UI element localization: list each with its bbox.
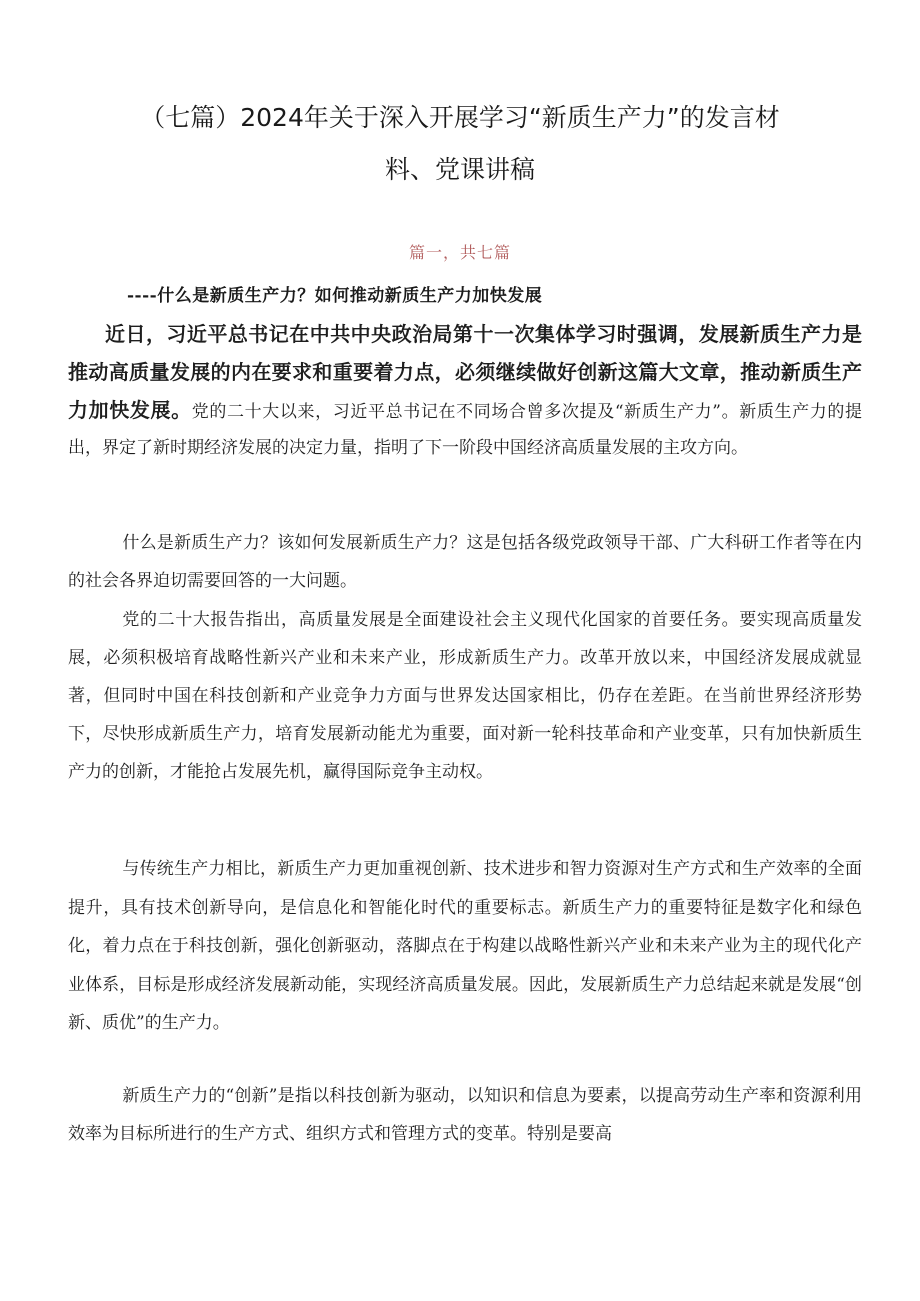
- paragraph-1: [68, 316, 862, 466]
- paragraph-3: 党的二十大报告指出，高质量发展是全面建设社会主义现代化国家的首要任务。要实现高质量发展，必须积极培育战略性新兴产业和未来产业，形成新质生产力。改革开放以来，中国经济发展成就显著，但同时中国在科技创新和产业竞争力方面与世界发达国家相比，仍存在差距。在当前世界经济形势下，尽快形成新质生产力，培育发展新动能尤为重要，面对新一轮科技革命和产业变革，只有加快新质生产力的创新，才能抢占发展先机，赢得国际竞争主动权。: [68, 610, 862, 782]
- paragraph-1-emphasis: 近日，习近平总书记在中共中央政治局第十一次集体学习时强调，发展新质生产力是推动高质量发展的内在要求和重要着力点，必须继续做好创新这篇大文章，推动新质生产力加快发展。: [68, 322, 862, 422]
- paragraph-2: 什么是新质生产力？该如何发展新质生产力？这是包括各级党政领导干部、广大科研工作者等在内的社会各界迫切需要回答的一大问题。: [68, 533, 862, 591]
- document-title: [60, 92, 860, 196]
- paragraph-4: 与传统生产力相比，新质生产力更加重视创新、技术进步和智力资源对生产方式和生产效率的全面提升，具有技术创新导向，是信息化和智能化时代的重要标志。新质生产力的重要特征是数字化和绿色化，着力点在于科技创新，强化创新驱动，落脚点在于构建以战略性新兴产业和未来产业为主的现代化产业体系，目标是形成经济发展新动能，实现经济高质量发展。因此，发展新质生产力总结起来就是发展“创新、质优”的生产力。: [68, 859, 862, 1033]
- section-label: 篇一，共七篇: [408, 243, 511, 262]
- document-title-line-2: 料、党课讲稿: [384, 155, 535, 184]
- section-subtitle: ----什么是新质生产力？如何推动新质生产力加快发展: [127, 286, 543, 306]
- paragraph-1-rest: 党的二十大以来，习近平总书记在不同场合曾多次提及“新质生产力”。新质生产力的提出，界定了新时期经济发展的决定力量，指明了下一阶段中国经济高质量发展的主攻方向。: [68, 402, 862, 458]
- document-title-line-1: （七篇）2024年关于深入开展学习“新质生产力”的发言材: [140, 103, 780, 132]
- paragraph-5: 新质生产力的“创新”是指以科技创新为驱动，以知识和信息为要素，以提高劳动生产率和资源利用效率为目标所进行的生产方式、组织方式和管理方式的变革。特别是要高: [68, 1086, 862, 1144]
